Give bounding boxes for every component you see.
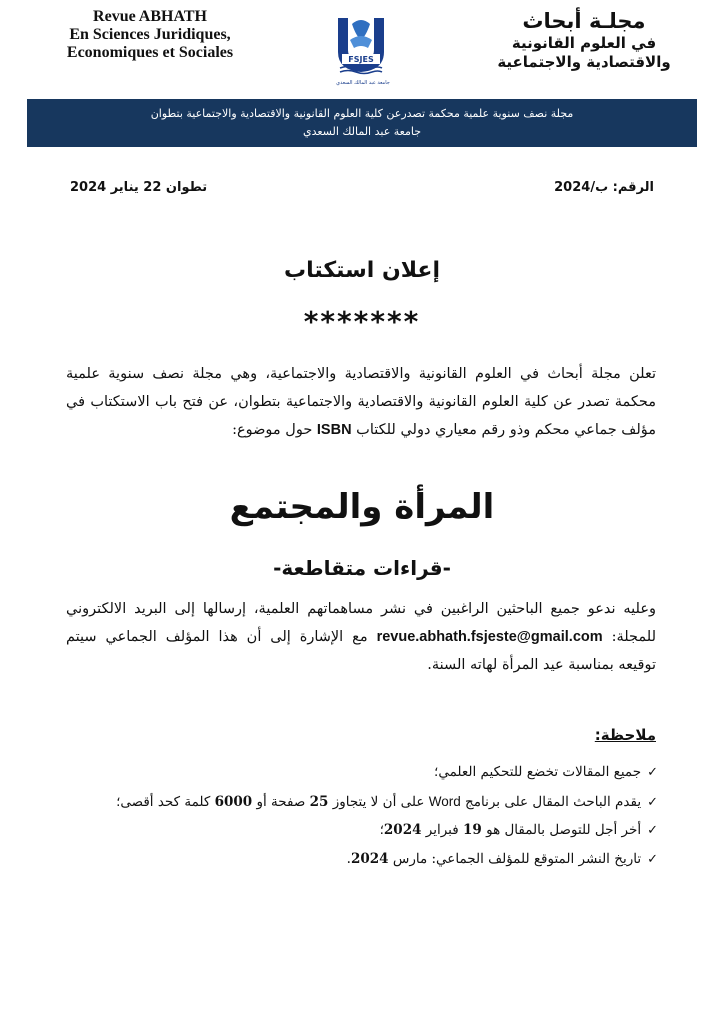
deadline-day: 19 <box>463 822 482 838</box>
ar-subtitle-line1: في العلوم القانونية <box>511 34 657 52</box>
checkmark-icon: ✓ <box>647 852 658 867</box>
note-text: على أن لا يتجاوز <box>332 794 425 810</box>
max-pages: 25 <box>309 794 329 810</box>
banner-line1: مجلة نصف سنوية علمية محكمة تصدرعن كلية العلوم القانونية والاقتصادية والاجتماعية بتطوان <box>150 107 574 120</box>
banner-line2: جامعة عبد المالك السعدي <box>302 125 422 138</box>
book-title: المرأة والمجتمع <box>229 487 495 527</box>
note-text: صفحة أو <box>256 794 306 810</box>
ar-title: مجلـة أبحاث <box>522 9 646 33</box>
note-item <box>58 816 658 845</box>
fr-title: Revue ABHATH <box>93 8 207 25</box>
notes-title: ملاحظة: <box>594 726 656 744</box>
logo-text: FSJES <box>348 55 374 64</box>
note-item <box>58 787 658 816</box>
journal-title-french <box>40 8 260 62</box>
logo-caption: جامعة عبد المالك السعدي <box>336 80 390 86</box>
note-text: كلمة كحد أقصى؛ <box>116 794 211 810</box>
note-text: أخر أجل للتوصل بالمقال هو <box>486 822 642 838</box>
deadline-year: 2024 <box>383 822 422 838</box>
stars-divider: ******* <box>303 305 421 338</box>
isbn-label: ISBN <box>316 422 352 438</box>
document-date: تطوان 22 يناير 2024 <box>70 180 208 195</box>
faculty-logo <box>328 10 394 80</box>
publish-year: 2024 <box>350 851 389 867</box>
header-banner <box>27 99 697 147</box>
intro-paragraph <box>66 360 656 444</box>
note-text: تاريخ النشر المتوقع للمؤلف الجماعي: مارس <box>392 851 642 867</box>
note-text: جميع المقالات تخضع للتحكيم العلمي؛ <box>434 764 642 780</box>
note-text: ؛ <box>379 822 384 838</box>
notes-list <box>58 758 658 874</box>
call-paragraph <box>66 595 656 679</box>
note-item <box>58 758 658 787</box>
fr-subtitle-line2: Economiques et Sociales <box>66 44 234 61</box>
announcement-title: إعلان استكتاب <box>283 258 440 283</box>
call-text-1: وعليه ندعو جميع الباحثين الراغبين في نشر مساهماتهم العلمية، إرسالها إلى البريد الالكتروني للمجلة: <box>66 601 656 645</box>
word-label: Word <box>428 794 461 809</box>
fr-subtitle-line1: En Sciences Juridiques, <box>69 26 231 43</box>
checkmark-icon: ✓ <box>647 795 658 810</box>
call-text-2: مع الإشارة إلى أن هذا المؤلف الجماعي سيتم توقيعه بمناسبة عيد المرأة لهاته السنة. <box>66 629 656 673</box>
journal-title-arabic <box>484 8 684 72</box>
reference-number: الرقم: ب/2024 <box>554 180 654 195</box>
checkmark-icon: ✓ <box>647 765 658 780</box>
intro-text-1: تعلن مجلة أبحاث في العلوم القانونية والاقتصادية والاجتماعية، وهي مجلة نصف سنوية علمية محكمة تصدر عن كلية العلوم القانونية والاقتصادية والاجتماعية بتطوان، عن فتح باب الاستكتاب في مؤلف جماعي محكم وذو رقم معياري دولي للكتاب <box>66 366 656 438</box>
note-text: فبراير <box>425 822 459 838</box>
max-words: 6000 <box>214 794 253 810</box>
book-subtitle: -قراءات متقاطعة- <box>273 556 451 580</box>
contact-email[interactable]: revue.abhath.fsjeste@gmail.com <box>376 629 603 645</box>
checkmark-icon: ✓ <box>647 823 658 838</box>
intro-text-2: حول موضوع: <box>232 422 313 438</box>
note-text: . <box>346 851 351 867</box>
ar-subtitle-line2: والاقتصادية والاجتماعية <box>497 53 671 71</box>
note-item <box>58 845 658 874</box>
note-text: يقدم الباحث المقال على برنامج <box>465 794 642 810</box>
